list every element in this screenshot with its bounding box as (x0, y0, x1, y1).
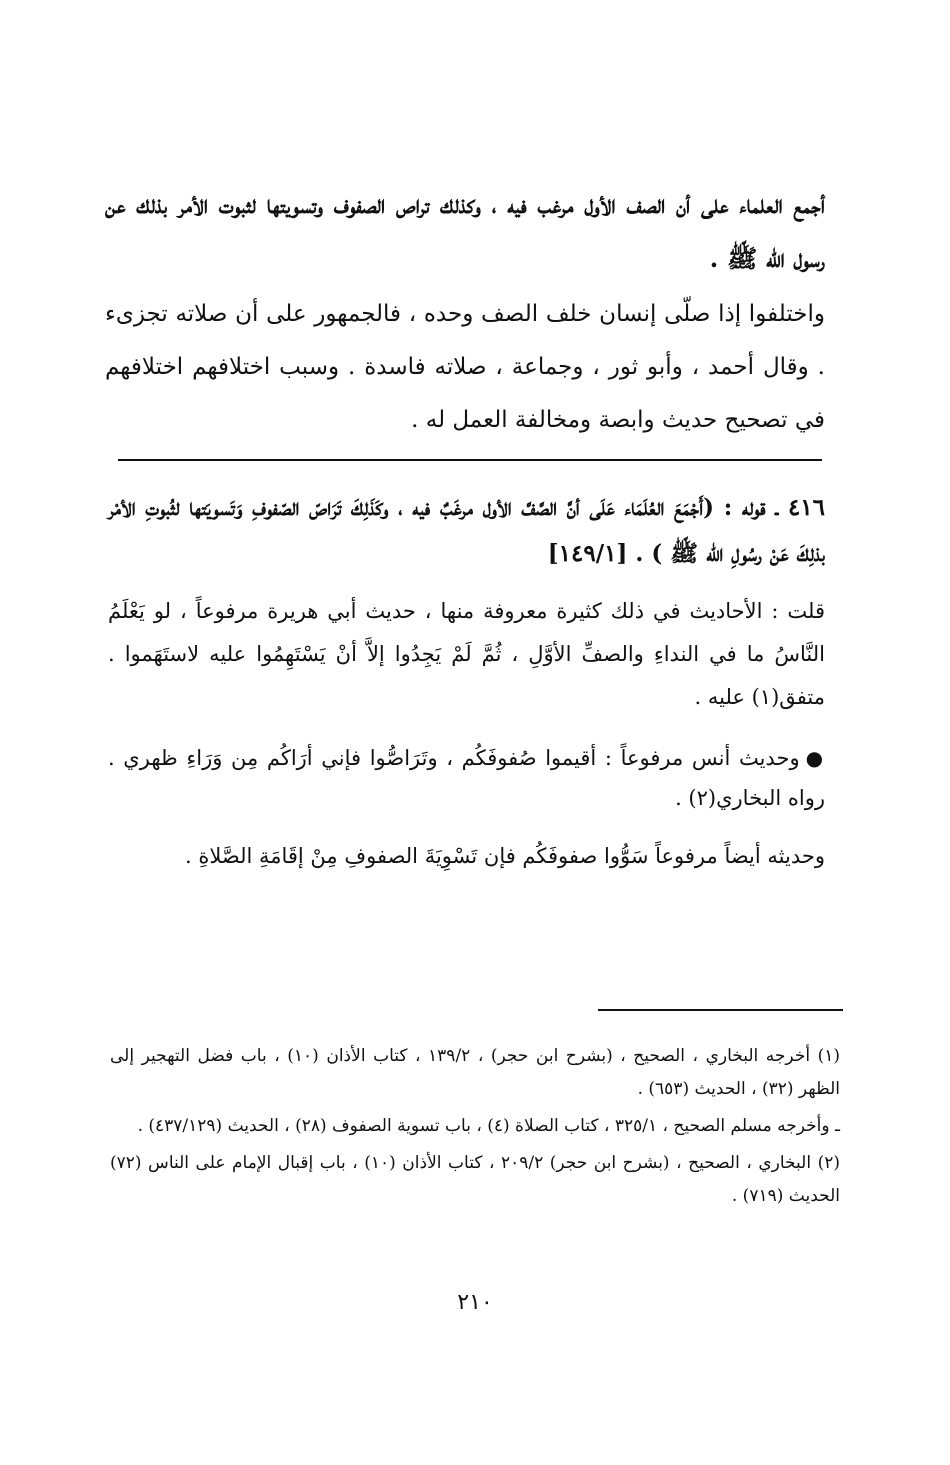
footnote-divider (598, 1009, 843, 1011)
page-number: ٢١٠ (457, 1290, 493, 1315)
footnote: (١) أخرجه البخاري ، الصحيح ، (بشرح ابن حجر) ، ١٣٩/٢ ، كتاب الأذان (١٠) ، باب فضل التهجير إلى الظهر (٣٢) ، الحديث (٦٥٣) . (110, 1046, 840, 1099)
commentary-paragraph-3 (108, 836, 825, 876)
footnote: (٢) البخاري ، الصحيح ، (بشرح ابن حجر) ٢٠٩/٢ ، كتاب الأذان (١٠) ، باب إقبال الإمام على الناس (٧٢) الحديث (٧١٩) . (110, 1153, 840, 1206)
main-text-bold (105, 178, 825, 286)
commentary-paragraph-1 (108, 590, 825, 719)
commentary-paragraph-3-text: وحديثه أيضاً مرفوعاً سَوُّوا صفوفَكُم فإن تَسْوِيَةَ الصفوفِ مِنْ إقَامَةِ الصَّلاةِ . (184, 844, 825, 868)
main-text (105, 288, 825, 447)
commentary-paragraph-2 (108, 738, 825, 818)
footnotes (110, 1040, 840, 1217)
commentary-heading (108, 485, 825, 577)
section-divider (118, 459, 822, 461)
commentary-paragraph-1-text: قلت : الأحاديث في ذلك كثيرة معروفة منها ، حديث أبي هريرة مرفوعاً ، لو يَعْلَمُ النَّاسُ ما في النداءِ والصفِّ الأوَّلِ ، ثُمَّ لَمْ يَجِدُوا إلاَّ أنْ يَسْتَهِمُوا عليه لاستَهَموا . متفق(١) عليه . (108, 599, 825, 709)
bullet-icon: ● (805, 746, 826, 770)
commentary-heading-text: ٤١٦ ـ قوله : (أَجْمَعَ العُلَمَاء عَلَى أنَّ الصَّفَّ الأول مرغَبٌ فيه ، وكَذَلِكَ تَرَاصّ الصّفوفِ وَتَسويَتها لثُبوتِ الأمْر بذلِكَ عَنْ رسُولِ الله ﷺ ) . [١٤٩/١] (108, 494, 825, 567)
disagreement-paragraph: واختلفوا إذا صلّى إنسان خلف الصف وحده ، فالجمهور على أن صلاته تجزىء . وقال أحمد ، وأبو ثور ، وجماعة ، صلاته فاسدة . وسبب اختلافهم اختلافهم في تصحيح حديث وابصة ومخالفة العمل له . (105, 301, 825, 433)
consensus-paragraph: أجمع العلماء على أن الصف الأول مرغب فيه ، وكذلك تراص الصفوف وتسويتها لثبوت الأمر بذلك عن رسول الله ﷺ . (105, 190, 825, 273)
commentary-paragraph-2-text: وحديث أنس مرفوعاً : أقيموا صُفوفَكُم ، وتَرَاصُّوا فإني أرَاكُم مِن وَرَاءِ ظهري . رواه البخاري(٢) . (108, 746, 825, 810)
footnote: ـ وأخرجه مسلم الصحيح ، ٣٢٥/١ ، كتاب الصلاة (٤) ، باب تسوية الصفوف (٢٨) ، الحديث (٤٣٧/١٢٩) . (137, 1116, 840, 1136)
